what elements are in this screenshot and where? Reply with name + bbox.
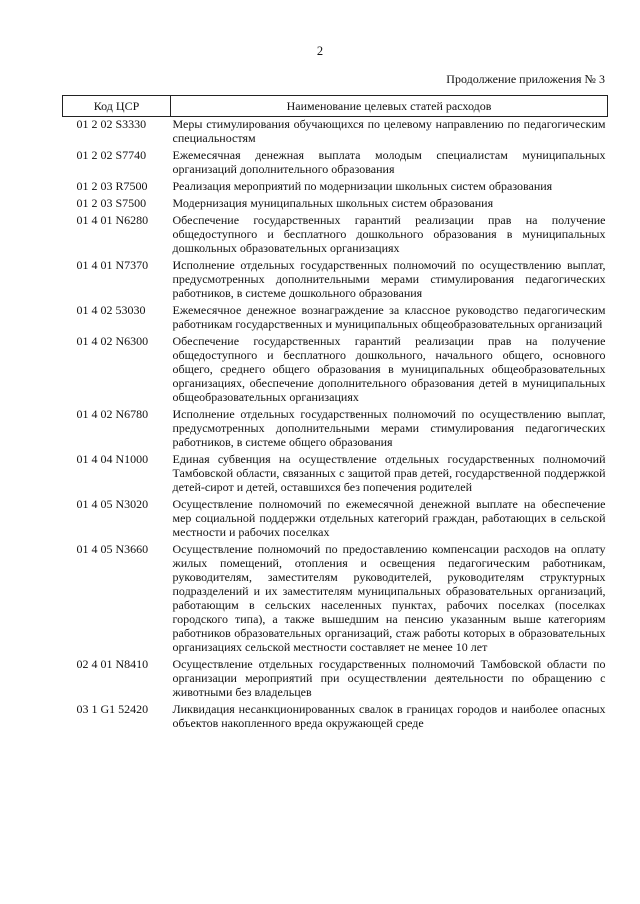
row-name: Ежемесячное денежное вознаграждение за классное руководство педагогическим работникам государственных и муниципальных общеобразовательных организаций [172,303,606,331]
row-name: Исполнение отдельных государственных полномочий по осуществлению выплат, предусмотренных дополнительными мерами стимулирования педагогических работников, в системе общего образования [172,407,606,449]
table-row [63,334,608,407]
row-name: Единая субвенция на осуществление отдельных государственных полномочий Тамбовской области, связанных с защитой прав детей, государственной поддержкой детей-сирот и детей, оставшихся без попечения родителей [172,452,606,494]
table-row [63,407,608,452]
row-name: Ликвидация несанкционированных свалок в границах городов и наиболее опасных объектов накопленного вреда окружающей среде [172,702,606,730]
row-code: 01 2 02 S7740 [76,148,147,162]
page-number: 2 [316,44,324,58]
column-header-code: Код ЦСР [63,96,171,117]
row-code: 01 4 02 N6300 [76,334,149,348]
row-code: 01 4 05 N3660 [76,542,149,556]
table-row [63,303,608,334]
row-code: 01 4 01 N6280 [76,213,149,227]
row-name: Осуществление полномочий по ежемесячной денежной выплате на обеспечение мер социальной поддержки отдельных категорий граждан, работающих в сельской местности и рабочих поселках [172,497,606,539]
row-name: Меры стимулирования обучающихся по целевому направлению по педагогическим специальностям [172,117,606,145]
table-row [63,657,608,702]
row-name: Исполнение отдельных государственных полномочий по осуществлению выплат, предусмотренных дополнительными мерами стимулирования педагогических работников, в системе дошкольного образования [172,258,606,300]
table-row [63,497,608,542]
row-code: 01 4 05 N3020 [76,497,149,511]
column-header-name: Наименование целевых статей расходов [171,96,608,117]
table-row [63,196,608,213]
row-code: 01 4 02 N6780 [76,407,149,421]
row-code: 01 2 02 S3330 [76,117,147,131]
table-row [63,213,608,258]
row-code: 01 4 01 N7370 [76,258,149,272]
row-name: Обеспечение государственных гарантий реализации прав на получение общедоступного и бесплатного дошкольного, начального общего, основного общего, среднего общего образования в муниципальных общеобразовательных организациях, обеспечение дополнительного образования детей в муниципальных общеобразовательных организациях [172,334,606,404]
table-header-row [63,96,608,117]
table-row [63,117,608,149]
table-row [63,148,608,179]
row-code: 01 2 03 S7500 [76,196,147,210]
row-code: 01 4 02 53030 [76,303,146,317]
table-row [63,542,608,657]
row-code: 01 4 04 N1000 [76,452,149,466]
table-row [63,179,608,196]
continuation-label: Продолжение приложения № 3 [446,72,605,86]
row-code: 02 4 01 N8410 [76,657,149,671]
row-name: Реализация мероприятий по модернизации школьных систем образования [172,179,553,193]
row-name: Модернизация муниципальных школьных систем образования [172,196,494,210]
table-row [63,452,608,497]
row-code: 01 2 03 R7500 [76,179,148,193]
row-name: Ежемесячная денежная выплата молодым специалистам муниципальных организаций дополнительного образования [172,148,606,176]
expense-items-table [62,95,608,733]
row-name: Осуществление полномочий по предоставлению компенсации расходов на оплату жилых помещений, отопления и освещения педагогическим работникам, руководителям, заместителям руководителей, руководителям структурных подразделений и их заместителям муниципальных образовательных организаций, работающим в сельских населенных пунктах, рабочих поселках (поселках городского типа), а также вышедшим на пенсию указанным выше категориям работников образовательных организаций, стаж работы которых в образовательных организациях сельской местности составляет не менее 10 лет [172,542,606,654]
table-row [63,702,608,733]
row-code: 03 1 G1 52420 [76,702,149,716]
table-row [63,258,608,303]
row-name: Обеспечение государственных гарантий реализации прав на получение общедоступного и бесплатного дошкольного образования в муниципальных дошкольных образовательных организациях [172,213,606,255]
row-name: Осуществление отдельных государственных полномочий Тамбовской области по организации мероприятий при осуществлении деятельности по обращению с животными без владельцев [172,657,606,699]
